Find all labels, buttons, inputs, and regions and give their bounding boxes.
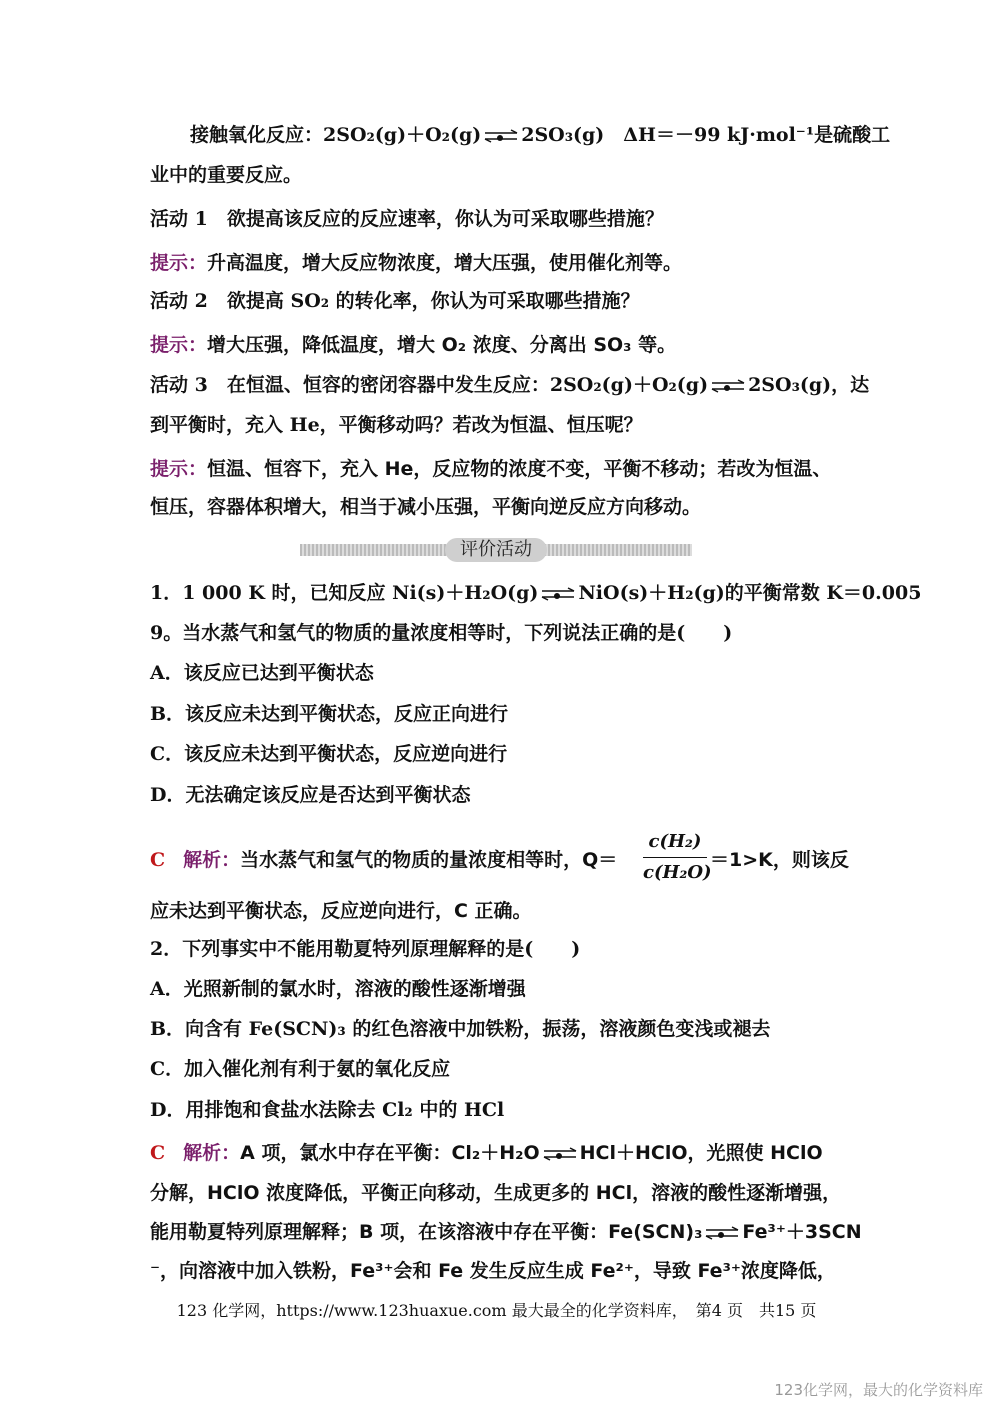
intro-text-b: 2SO₃(g) ΔH＝－99 kJ·mol⁻¹是硫酸工: [521, 124, 891, 146]
q1-text-a: 1．1 000 K 时，已知反应 Ni(s)＋H₂O(g): [150, 582, 539, 604]
hint-3-line-2: 恒压，容器体积增大，相当于减小压强，平衡向逆反应方向移动。: [150, 496, 702, 518]
activity-3-label: 活动 3: [150, 374, 208, 396]
q1-answer: C: [150, 849, 166, 871]
hint-2-label: 提示：: [150, 334, 208, 356]
q2-answer: C: [150, 1142, 166, 1164]
q1-option-a: A．该反应已达到平衡状态: [150, 662, 374, 684]
q2-explanation-line-3: [150, 1219, 862, 1245]
q1-explanation-text-b: ＝1>K，则该反: [710, 849, 849, 871]
activity-1-text: 欲提高该反应的反应速率，你认为可采取哪些措施？: [226, 208, 664, 230]
q2-explanation-line-2: 分解，HClO 浓度降低，平衡正向移动，生成更多的 HCl，溶液的酸性逐渐增强，: [150, 1182, 842, 1204]
intro-text-a: 接触氧化反应：2SO₂(g)＋O₂(g): [190, 124, 482, 146]
q1-option-d: D．无法确定该反应是否达到平衡状态: [150, 784, 471, 806]
equilibrium-arrow-icon: [540, 587, 576, 601]
q2-option-c: C．加入催化剂有利于氨的氧化反应: [150, 1058, 451, 1080]
equilibrium-arrow-icon: [542, 1147, 578, 1161]
activity-1: [150, 206, 845, 232]
q2-option-d: D．用排饱和食盐水法除去 Cl₂ 中的 HCl: [150, 1099, 505, 1121]
q2-explanation-line-1: [150, 1140, 845, 1166]
activity-2-label: 活动 2: [150, 290, 208, 312]
activity-3-text-b: 2SO₃(g)，达: [748, 374, 870, 396]
activity-2: [150, 288, 845, 314]
q1-explanation-text-a: 当水蒸气和氢气的物质的量浓度相等时，Q＝: [240, 849, 618, 871]
hint-1: [150, 250, 845, 276]
intro-line-1: [190, 122, 891, 148]
q2-option-a: A．光照新制的氯水时，溶液的酸性逐渐增强: [150, 978, 526, 1000]
q1-text-b: NiO(s)＋H₂(g)的平衡常数 K＝0.005: [578, 582, 922, 604]
watermark: 123化学网，最大的化学资料库: [774, 1381, 983, 1399]
activity-3: [150, 372, 870, 398]
q1-explanation-label: 解析：: [183, 849, 241, 871]
fraction-denominator: c(H₂O): [643, 862, 712, 883]
q1-option-c: C．该反应未达到平衡状态，反应逆向进行: [150, 743, 508, 765]
intro-line-2: 业中的重要反应。: [150, 164, 303, 186]
q2-explanation-text-c: 能用勒夏特列原理解释；B 项，在该溶液中存在平衡：Fe(SCN)₃: [150, 1221, 703, 1243]
hint-2: [150, 332, 845, 358]
hint-3-text: 恒温、恒容下，充入 He，反应物的浓度不变，平衡不移动；若改为恒温、: [207, 458, 832, 480]
page-footer: 123 化学网，https://www.123huaxue.com 最大最全的化学资料库， 第4 页 共15 页: [176, 1301, 817, 1320]
q2-explanation-text-b: HCl＋HClO，光照使 HClO: [579, 1142, 823, 1164]
q-fraction: [643, 830, 712, 885]
fraction-numerator: c(H₂): [648, 831, 702, 852]
q2-stem: 2．下列事实中不能用勒夏特列原理解释的是( ): [150, 938, 581, 960]
q1-stem-line-1: [150, 580, 922, 606]
hint-1-label: 提示：: [150, 252, 208, 274]
hint-1-text: 升高温度，增大反应物浓度，增大压强，使用催化剂等。: [207, 252, 683, 274]
hint-3-label: 提示：: [150, 458, 208, 480]
activity-1-label: 活动 1: [150, 208, 208, 230]
q1-explanation-line-2: 应未达到平衡状态，反应逆向进行，C 正确。: [150, 900, 532, 922]
equilibrium-arrow-icon: [704, 1226, 740, 1240]
equilibrium-arrow-icon: [483, 129, 519, 143]
q2-option-b: B．向含有 Fe(SCN)₃ 的红色溶液中加铁粉，振荡，溶液颜色变浅或褪去: [150, 1018, 771, 1040]
q2-explanation-text-d: Fe³⁺＋3SCN: [742, 1221, 862, 1243]
hint-2-text: 增大压强，降低温度，增大 O₂ 浓度、分离出 SO₃ 等。: [207, 334, 677, 356]
q2-explanation-text-a: A 项，氯水中存在平衡：Cl₂＋H₂O: [240, 1142, 540, 1164]
q2-explanation-line-4: ⁻，向溶液中加入铁粉，Fe³⁺会和 Fe 发生反应生成 Fe²⁺，导致 Fe³⁺浓度降低，: [150, 1260, 836, 1282]
activity-2-text: 欲提高 SO₂ 的转化率，你认为可采取哪些措施？: [226, 290, 640, 312]
q1-option-b: B．该反应未达到平衡状态，反应正向进行: [150, 703, 509, 725]
equilibrium-arrow-icon: [710, 379, 746, 393]
activity-3-line-2: 到平衡时，充入 He，平衡移动吗？若改为恒温、恒压呢？: [150, 414, 643, 436]
fraction-bar: [643, 857, 707, 858]
hint-3: [150, 456, 845, 482]
q1-stem-line-2: 9。当水蒸气和氢气的物质的量浓度相等时，下列说法正确的是( ): [150, 622, 733, 644]
q2-explanation-label: 解析：: [183, 1142, 241, 1164]
activity-3-text-a: 在恒温、恒容的密闭容器中发生反应：2SO₂(g)＋O₂(g): [226, 374, 709, 396]
banner-title: 评价活动: [445, 538, 547, 562]
section-banner: [300, 538, 692, 562]
